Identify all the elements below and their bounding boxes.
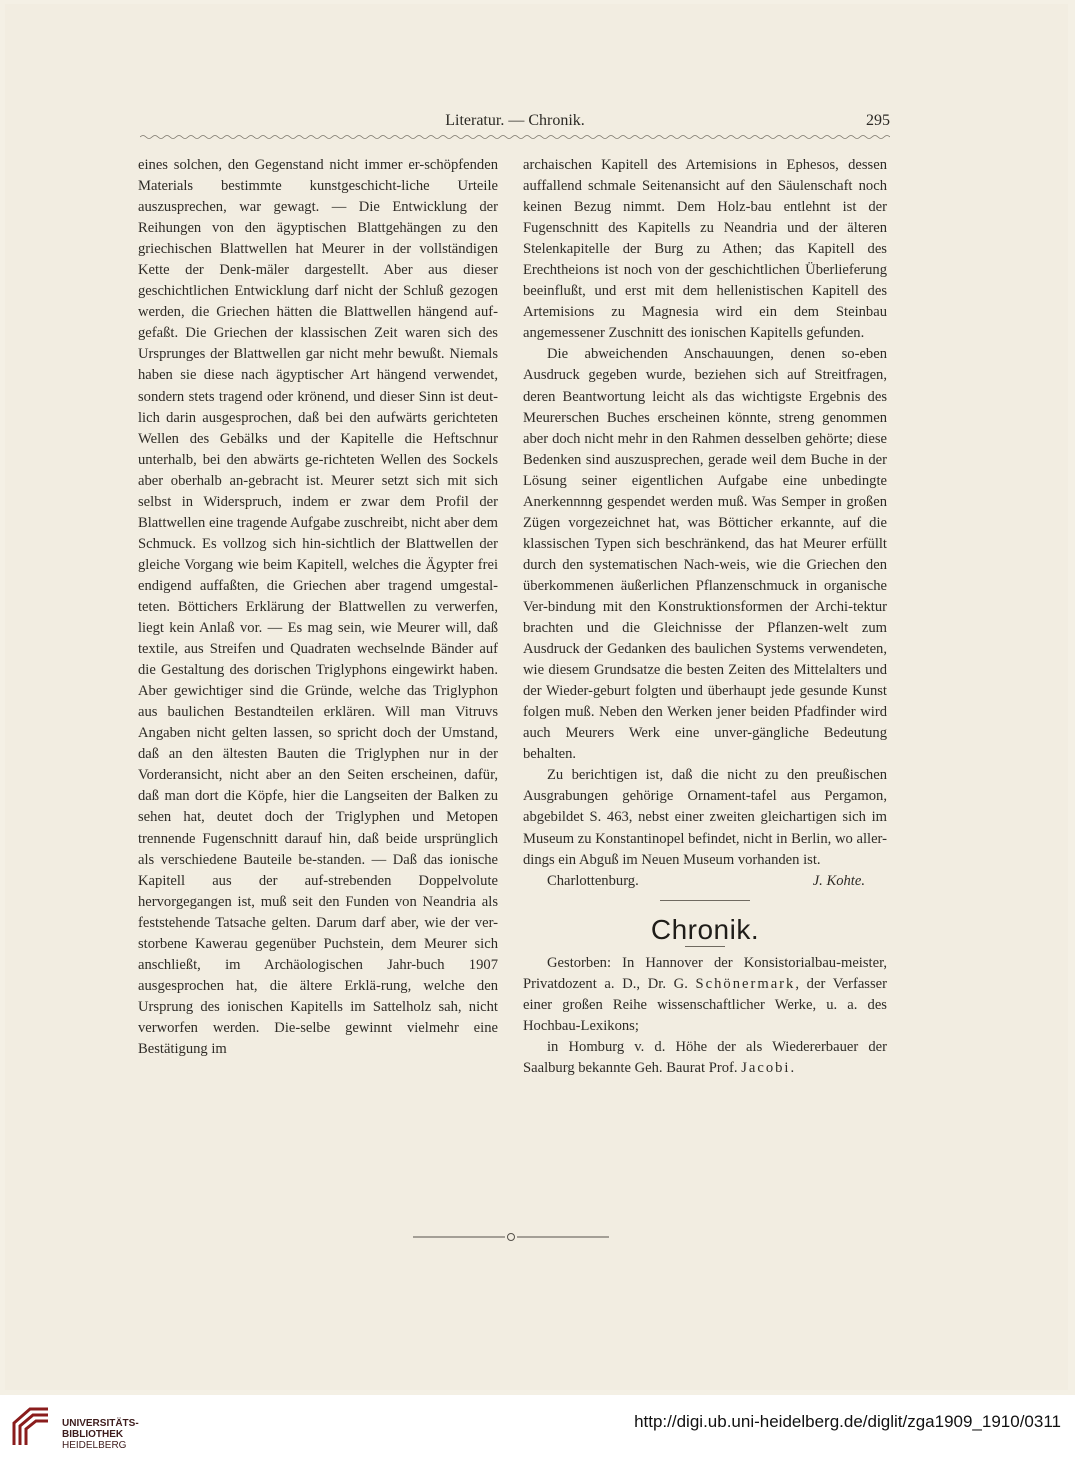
library-logo-icon [8, 1405, 54, 1451]
header-wavy-rule [140, 134, 890, 140]
left-paragraph: eines solchen, den Gegenstand nicht immer er-schöpfenden Materials bestimmte kunstgeschicht-liche Urteile auszusprechen, war gewagt. — Die Entwicklung der Reihungen von den ägyptischen Blattgehängen zu den griechischen Blattwellen hat Meurer in der vollständigen Kette der Denk-mäler dargestellt. Aber aus dieser geschichtlichen Entwicklung darf nicht der Schluß gezogen werden, die Griechen hätten die Blattwellen hängend auf-gefaßt. Die Griechen der klassischen Zeit waren sich des Ursprunges der Blattwellen gar nicht mehr bewußt. Niemals haben sie diese nach ägyptischer Art hängend verwendet, sondern stets tragend oder krönend, und dieser Sinn ist deut-lich darin ausgesprochen, daß bei den aufwärts gerichteten Wellen des Gebälks und der Kapitelle die Heftschnur unterhalb, bei den abwärts ge-richteten Wellen des Sockels aber oberhalb an-gebracht ist. Meurer setzt sich mit sich selbst in Widerspruch, indem er zwar dem Profil der Blattwellen eine tragende Aufgabe zuschreibt, nicht aber dem Schmuck. Es vollzog sich hin-sichtlich der Blattwellen der gleiche Vorgang wie beim Kapitell, welches die Ägypter frei endigend auffaßten, die Griechen aber tragend umgestal-teten. Böttichers Erklärung der Blattwellen zu verwerfen, liegt kein Anlaß vor. — Es mag sein, wie Meurer will, daß textile, aus Streifen und Quadraten wechselnde Bänder auf die Gestaltung des dorischen Triglyphons eingewirkt haben. Aber gewichtiger sind die Gründe, welche das Triglyphon aus baulichen Bestandteilen erklären. Will man Vitruvs Angaben nicht gelten lassen, so spricht doch der Umstand, daß an den ältesten Bauten die Triglyphen nur in der Vorderansicht, nicht aber an den Seiten erscheinen, dafür, daß man dort die Köpfe, hier die Langseiten der Balken zu sehen hat, deutet doch der Triglyphen und Metopen trennende Fugenschnitt darauf hin, daß beide ursprünglich als verschiedene Bauteile be-standen. — Daß das ionische Kapitell aus der auf-strebenden Doppelvolute hervorgegangen ist, muß seit den Funden von Neandria als feststehende Tatsache gelten. Darum darf aber, wie der ver-storbene Kawerau gegenüber Puchstein, dem Meurer sich anschließt, im Archäologischen Jahr-buch 1907 ausgesprochen hat, die ältere Erklä-rung, welche den Ursprung des ionischen Kapitells im Sattelholz sah, nicht verworfen werden. Die-selbe gewinnt vielmehr eine Bestätigung im [138, 157, 498, 1057]
chronik-p2-tail: . [790, 1059, 795, 1076]
left-column [138, 155, 498, 1060]
right-column [523, 155, 887, 1079]
right-paragraph-2: Die abweichenden Anschauungen, denen so-eben Ausdruck gegeben wurde, beziehen sich auf Streitfragen, deren Beantwortung leicht als das wichtigste Ergebnis des Meurerschen Buches erscheinen könnte, streng genommen aber doch nicht mehr in den Rahmen desselben gehörte; diese Bedenken sind auszusprechen, gerade weil dem Buche in der Lösung seiner eigentlichen Aufgabe eine unbedingte Anerkennnng gespendet werden muß. Was Semper in großen Zügen vorgezeichnet hat, was Bötticher erkannte, auf die klassischen Typen sich beschränkend, das hat Meurer erfüllt durch den systematischen Nach-weis, wie die Griechen den überkommenen äußerlichen Pflanzenschmuck in organische Ver-bindung mit den Konstruktionsformen der Archi-tektur brachten und die Gleichnisse der Pflanzen-welt zum Ausdruck der Gedanken des baulichen Systems verwendeten, wie diesem Grundsatze die besten Zeiten des Mittelalters und der Wieder-geburt folgten und überhaupt jede gesunde Kunst folgen muß. Neben den Werken jener beiden Pfadfinder wird auch Meurers Werk eine unver-gängliche Bedeutung behalten. [523, 346, 887, 763]
footer-bar [0, 1395, 1075, 1477]
signature-place: Charlottenburg. [547, 872, 639, 889]
section-divider [660, 900, 750, 901]
signature-line [523, 871, 887, 892]
heading-underline [685, 946, 725, 947]
source-url-link[interactable]: http://digi.ub.uni-heidelberg.de/diglit/zga1909_1910/0311 [634, 1412, 1061, 1431]
running-title: Literatur. — Chronik. [445, 112, 585, 129]
library-line-1: UNIVERSITÄTS- [62, 1418, 139, 1429]
library-line-2: BIBLIOTHEK [62, 1429, 124, 1440]
chronik-heading: Chronik. [650, 913, 760, 945]
end-ornament [413, 1229, 609, 1245]
chronik-p1-tail: , der Verfasser einer großen Reihe wissenschaftlicher Werke, u. a. des Hochbau-Lexikons; [523, 975, 887, 1034]
library-name [62, 1418, 139, 1451]
page-number: 295 [866, 112, 890, 129]
library-line-3: HEIDELBERG [62, 1440, 127, 1451]
chronik-p2-name: Jacobi [741, 1059, 791, 1076]
chronik-p1-name: Schönermark [695, 975, 796, 992]
chronik-paragraph-2 [523, 1037, 887, 1079]
chronik-p2-lead: in Homburg v. d. Höhe der als Wiedererbauer der Saalburg bekannte Geh. Baurat Prof. [523, 1038, 887, 1076]
page-header [140, 112, 890, 136]
right-paragraph-3: Zu berichtigen ist, daß die nicht zu den preußischen Ausgrabungen gehörige Ornament-tafel aus Pergamon, abgebildet S. 463, nebst einer zweiten gleichartigen sich im Museum zu Konstantinopel befindet, nicht in Berlin, wo aller-dings ein Abguß im Neuen Museum vorhanden ist. [523, 767, 887, 868]
signature-author: J. Kohte. [812, 872, 865, 889]
right-paragraph-1: archaischen Kapitell des Artemisions in Ephesos, dessen auffallend schmale Seitenansicht auf den Säulenschaft noch keinen Bezug nimmt. Dem Holz-bau entlehnt ist der Fugenschnitt des Kapitells zu Neandria und der älteren Stelenkapitelle der Burg zu Athen; das Kapitell des Erechtheions ist noch von der geschichtlichen Überlieferung beeinflußt, und erst mit dem hellenistischen Kapitell des Artemisions zu Magnesia wird ein dem Steinbau angemessener Zuschnitt des ionischen Kapitells gefunden. [523, 157, 887, 342]
chronik-p1-lead: Gestorben: In Hannover der Konsistorialbau-meister, Privatdozent a. D., Dr. G. [523, 954, 887, 992]
chronik-paragraph-1 [523, 953, 887, 1037]
